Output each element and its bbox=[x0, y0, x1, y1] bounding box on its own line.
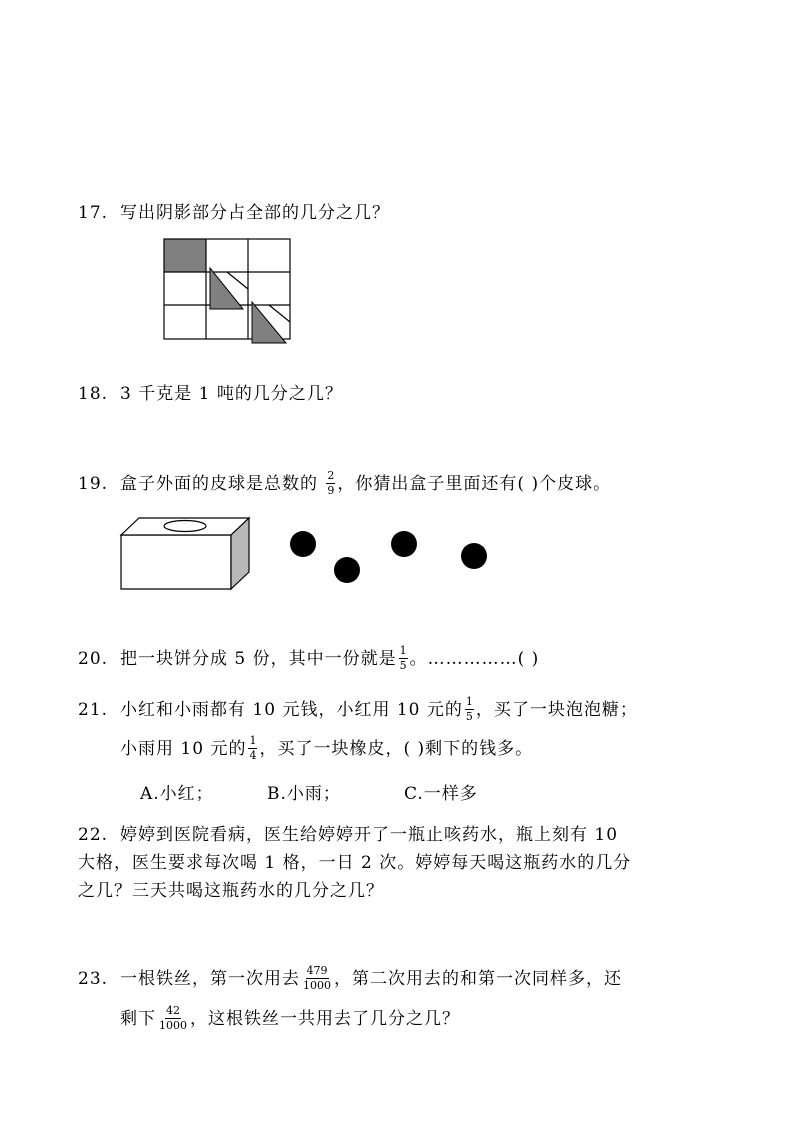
question-22-line-3: 之几？三天共喝这瓶药水的几分之几？ bbox=[78, 881, 384, 901]
question-text: 婷婷到医院看病，医生给婷婷开了一瓶止咳药水，瓶上刻有 10 bbox=[120, 825, 619, 845]
question-number: 21. bbox=[78, 700, 109, 720]
numerator: 479 bbox=[306, 964, 328, 977]
question-22-line-2: 大格，医生要求每次喝 1 格，一日 2 次。婷婷每天喝这瓶药水的几分 bbox=[78, 853, 632, 873]
question-number: 19. bbox=[78, 474, 109, 494]
numerator: 2 bbox=[327, 469, 335, 482]
denominator: 1000 bbox=[303, 979, 331, 992]
question-17 bbox=[78, 203, 390, 223]
question-23-line-1 bbox=[78, 966, 622, 993]
numerator: 1 bbox=[249, 734, 257, 747]
fraction bbox=[465, 696, 474, 723]
fraction bbox=[399, 645, 408, 672]
numerator: 1 bbox=[399, 644, 407, 657]
question-number: 23. bbox=[78, 969, 109, 989]
denominator: 5 bbox=[465, 710, 473, 723]
fraction bbox=[158, 1005, 188, 1032]
question-text: 写出阴影部分占全部的几分之几？ bbox=[120, 203, 390, 223]
question-text-post: 。……………( ) bbox=[409, 649, 540, 669]
fraction bbox=[248, 735, 257, 762]
ball bbox=[290, 531, 316, 557]
question-text-pre: 把一块饼分成 5 份，其中一份就是 bbox=[120, 649, 397, 669]
question-18 bbox=[78, 384, 343, 404]
option-c[interactable]: C.一样多 bbox=[404, 784, 478, 804]
question-number: 17. bbox=[78, 203, 109, 223]
question-text-pre: 小雨用 10 元的 bbox=[120, 739, 247, 759]
shaded-grid-figure bbox=[163, 238, 293, 344]
question-number: 20. bbox=[78, 649, 109, 669]
numerator: 42 bbox=[166, 1004, 180, 1017]
option-b[interactable]: B.小雨； bbox=[267, 784, 341, 804]
ball bbox=[391, 531, 417, 557]
ball bbox=[461, 543, 487, 569]
numerator: 1 bbox=[465, 695, 473, 708]
question-number: 22. bbox=[78, 825, 109, 845]
question-19 bbox=[78, 471, 611, 498]
fraction bbox=[302, 965, 332, 992]
shaded-triangle-1 bbox=[210, 268, 243, 309]
shaded-triangle-2 bbox=[252, 302, 286, 343]
question-20 bbox=[78, 646, 539, 673]
question-21-line-2 bbox=[120, 736, 533, 763]
question-text-post: ，你猜出盒子里面还有( )个皮球。 bbox=[337, 474, 612, 494]
question-text-pre: 剩下 bbox=[120, 1009, 156, 1029]
question-text-post: ，买了一块泡泡糖； bbox=[475, 700, 638, 720]
question-22-line-1 bbox=[78, 825, 618, 845]
question-text-pre: 一根铁丝，第一次用去 bbox=[120, 969, 300, 989]
question-23-line-2 bbox=[120, 1006, 460, 1033]
denominator: 9 bbox=[327, 484, 335, 497]
denominator: 4 bbox=[249, 749, 257, 762]
box-opening bbox=[164, 521, 206, 532]
question-text-pre: 小红和小雨都有 10 元钱，小红用 10 元的 bbox=[120, 700, 463, 720]
denominator: 5 bbox=[399, 659, 407, 672]
shaded-cell bbox=[164, 239, 206, 272]
ball bbox=[334, 557, 360, 583]
question-text-post: ，这根铁丝一共用去了几分之几？ bbox=[190, 1009, 460, 1029]
question-text-post: ，买了一块橡皮，( )剩下的钱多。 bbox=[259, 739, 534, 759]
fraction bbox=[326, 470, 335, 497]
question-text: 3 千克是 1 吨的几分之几？ bbox=[120, 384, 343, 404]
denominator: 1000 bbox=[159, 1019, 187, 1032]
question-text-post: ，第二次用去的和第一次同样多，还 bbox=[334, 969, 622, 989]
question-text-pre: 盒子外面的皮球是总数的 bbox=[120, 474, 325, 494]
ball-box-figure bbox=[120, 516, 500, 596]
question-number: 18. bbox=[78, 384, 109, 404]
question-21-line-1 bbox=[78, 697, 638, 724]
option-a[interactable]: A.小红； bbox=[140, 784, 214, 804]
box bbox=[121, 518, 249, 589]
